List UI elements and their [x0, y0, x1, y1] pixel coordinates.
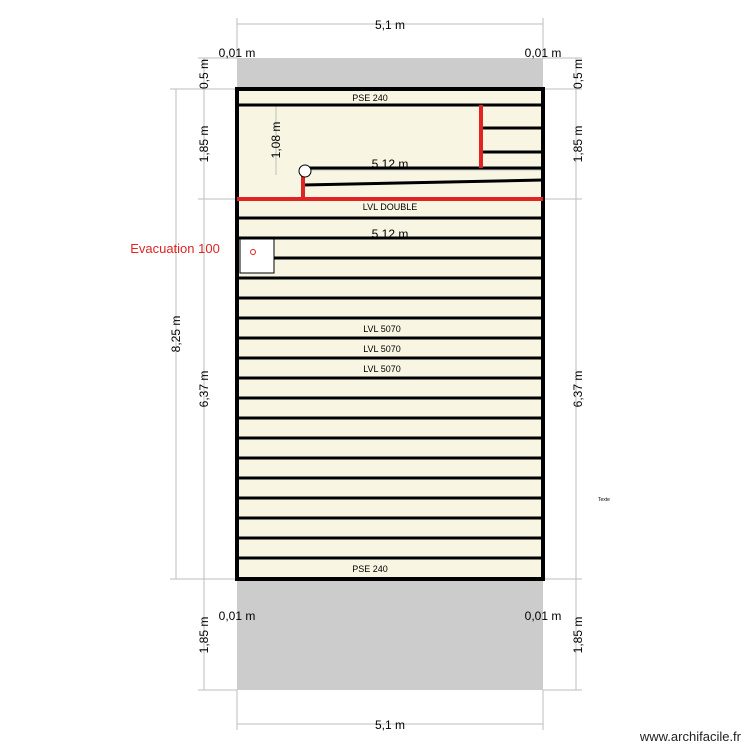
dim-top-width: 5,1 m — [374, 18, 406, 32]
dim-bottom-left-offset: 0,01 m — [218, 609, 256, 623]
dim-left-main-zone: 6,37 m — [197, 370, 211, 408]
bottom-grey-zone — [237, 579, 543, 690]
label-lvl-2: LVL 5070 — [363, 344, 401, 354]
label-pse-top: PSE 240 — [352, 93, 388, 103]
text-placeholder: Texte — [598, 497, 610, 503]
dim-total-height: 8,25 m — [169, 315, 183, 353]
dim-inner-span-1: 5,12 m — [371, 157, 409, 171]
dim-right-main-zone: 6,37 m — [571, 370, 585, 408]
dim-right-lower-zone: 1,85 m — [571, 616, 585, 654]
dim-inner-span-2: 5,12 m — [371, 227, 409, 241]
label-lvl-3: LVL 5070 — [363, 364, 401, 374]
dim-bottom-width: 5,1 m — [374, 718, 406, 732]
dim-right-upper-zone: 1,85 m — [571, 125, 585, 163]
dim-left-upper-zone: 1,85 m — [197, 125, 211, 163]
dim-bottom-right-offset: 0,01 m — [524, 609, 562, 623]
dim-right-top-margin: 0,5 m — [571, 58, 585, 90]
dim-left-lower-zone: 1,85 m — [197, 616, 211, 654]
dim-left-top-margin: 0,5 m — [197, 58, 211, 90]
label-pse-bottom: PSE 240 — [352, 564, 388, 574]
label-lvl-1: LVL 5070 — [363, 324, 401, 334]
label-lvl-double: LVL DOUBLE — [362, 202, 418, 212]
watermark: www.archifacile.fr — [639, 729, 741, 744]
evacuation-label: Evacuation 100 — [130, 241, 220, 256]
top-grey-zone — [237, 58, 543, 89]
evacuation-box — [240, 239, 274, 273]
dim-top-right-offset: 0,01 m — [524, 46, 562, 60]
dim-inner-height: 1,08 m — [269, 121, 283, 159]
dim-top-left-offset: 0,01 m — [218, 46, 256, 60]
column-marker — [299, 165, 311, 177]
